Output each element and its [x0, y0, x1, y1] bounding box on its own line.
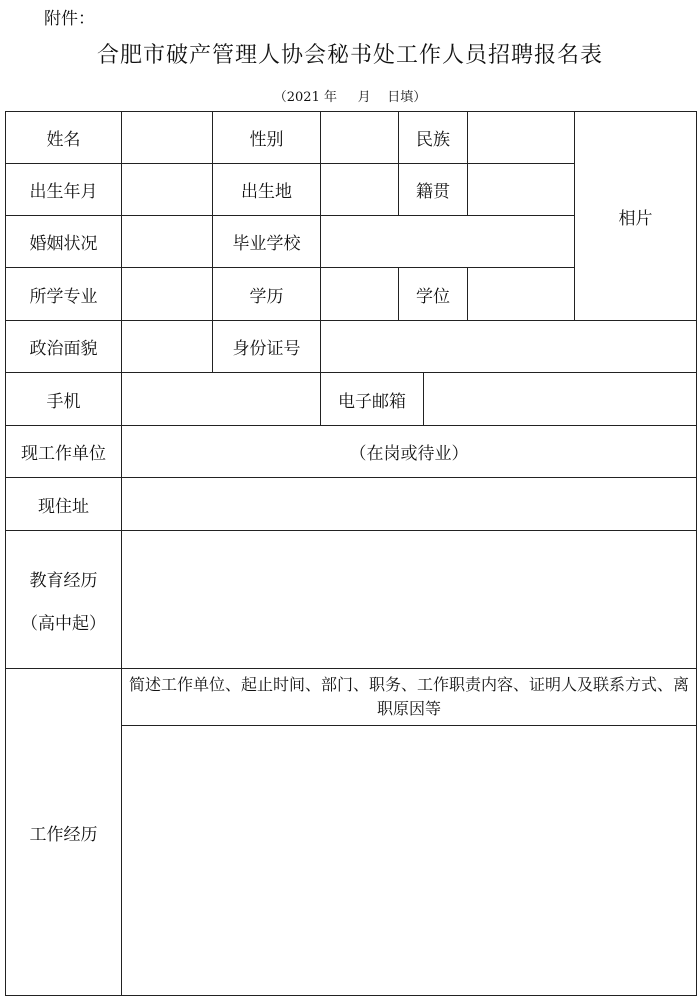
education-history-label-line2: （高中起）	[21, 613, 106, 634]
native-place-label: 籍贯	[398, 163, 468, 216]
fill-date-year: （2021 年	[273, 90, 337, 105]
education-history-label-line1: 教育经历	[29, 570, 98, 591]
attachment-label: 附件：	[44, 9, 95, 29]
name-label: 姓名	[5, 111, 122, 164]
birth-date-label: 出生年月	[5, 163, 122, 216]
education-field[interactable]	[320, 267, 399, 321]
education-label: 学历	[212, 267, 321, 321]
degree-field[interactable]	[467, 267, 575, 321]
birth-date-field[interactable]	[121, 163, 213, 216]
major-label: 所学专业	[5, 267, 122, 321]
email-label: 电子邮箱	[320, 372, 424, 426]
name-field[interactable]	[121, 111, 213, 164]
form-title: 合肥市破产管理人协会秘书处工作人员招聘报名表	[96, 43, 603, 68]
marital-status-label: 婚姻状况	[5, 215, 122, 268]
mobile-field[interactable]	[121, 372, 321, 426]
graduate-school-label: 毕业学校	[212, 215, 321, 268]
email-field[interactable]	[423, 372, 697, 426]
marital-status-field[interactable]	[121, 215, 213, 268]
fill-date-month: 月	[357, 90, 371, 105]
education-history-label	[5, 530, 122, 669]
native-place-field[interactable]	[467, 163, 575, 216]
current-address-field[interactable]	[121, 477, 697, 531]
major-field[interactable]	[121, 267, 213, 321]
work-history-note: 简述工作单位、起止时间、部门、职务、工作职责内容、证明人及联系方式、离职原因等	[121, 668, 697, 726]
birthplace-label: 出生地	[212, 163, 321, 216]
ethnicity-label: 民族	[398, 111, 468, 164]
work-history-label: 工作经历	[5, 668, 122, 996]
political-status-field[interactable]	[121, 320, 213, 373]
birthplace-field[interactable]	[320, 163, 399, 216]
fill-date-day: 日填）	[387, 90, 427, 105]
photo-box[interactable]: 相片	[574, 111, 697, 321]
degree-label: 学位	[398, 267, 468, 321]
gender-field[interactable]	[320, 111, 399, 164]
mobile-label: 手机	[5, 372, 122, 426]
current-employer-field[interactable]: （在岗或待业）	[121, 425, 697, 478]
work-history-field[interactable]	[121, 725, 697, 996]
education-history-field[interactable]	[121, 530, 697, 669]
political-status-label: 政治面貌	[5, 320, 122, 373]
current-address-label: 现住址	[5, 477, 122, 531]
ethnicity-field[interactable]	[467, 111, 575, 164]
id-number-field[interactable]	[320, 320, 697, 373]
id-number-label: 身份证号	[212, 320, 321, 373]
current-employer-label: 现工作单位	[5, 425, 122, 478]
graduate-school-field[interactable]	[320, 215, 575, 268]
gender-label: 性别	[212, 111, 321, 164]
